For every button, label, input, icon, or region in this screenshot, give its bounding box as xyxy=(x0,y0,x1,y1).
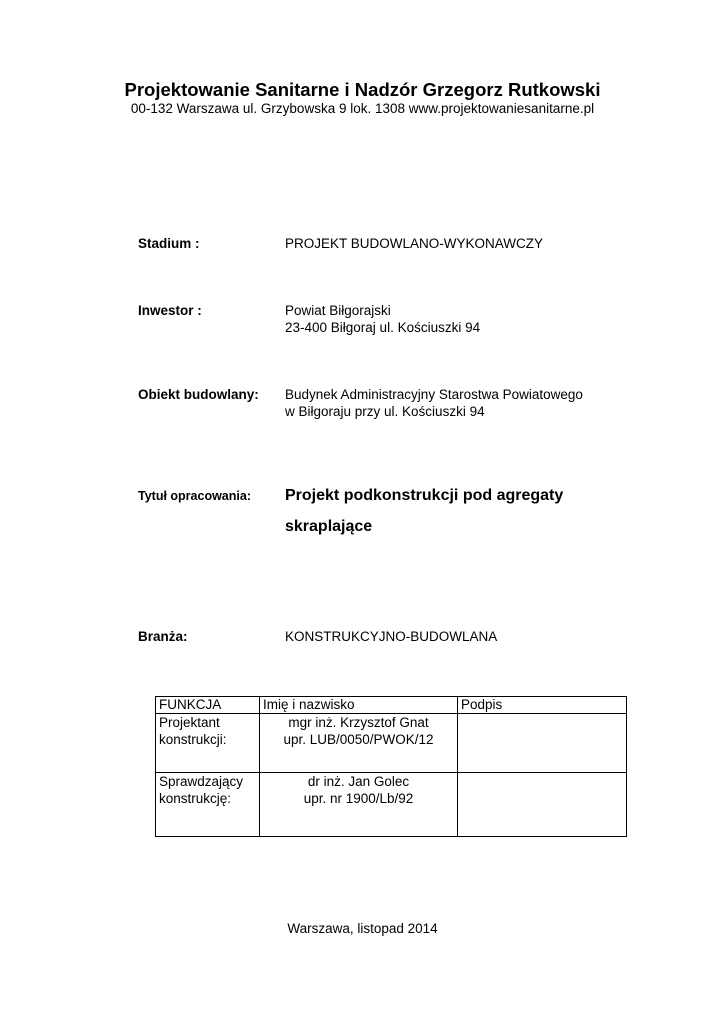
inwestor-value xyxy=(285,302,480,336)
header-imie-nazwisko: Imię i nazwisko xyxy=(260,697,458,714)
place-date: Warszawa, listopad 2014 xyxy=(287,921,438,936)
function-line: konstrukcji: xyxy=(159,732,227,747)
name-cell xyxy=(260,773,458,837)
table-row xyxy=(156,714,627,773)
name-cell xyxy=(260,714,458,773)
signature-cell xyxy=(458,714,627,773)
tytul-line: skraplające xyxy=(285,518,373,535)
company-address: 00-132 Warszawa ul. Grzybowska 9 lok. 1308 www.projektowaniesanitarne.pl xyxy=(130,101,595,116)
function-cell xyxy=(156,714,260,773)
stadium-label: Stadium : xyxy=(138,236,200,251)
function-line: Projektant xyxy=(159,715,220,730)
function-line: Sprawdzający xyxy=(159,774,244,789)
inwestor-line: 23-400 Biłgoraj ul. Kościuszki 94 xyxy=(285,320,481,335)
inwestor-line: Powiat Biłgorajski xyxy=(285,303,391,318)
function-line: konstrukcję: xyxy=(159,791,232,806)
function-cell xyxy=(156,773,260,837)
stadium-value: PROJEKT BUDOWLANO-WYKONAWCZY xyxy=(285,236,544,251)
tytul-line: Projekt podkonstrukcji pod agregaty xyxy=(285,487,564,504)
obiekt-value xyxy=(285,386,583,420)
name-line: mgr inż. Krzysztof Gnat xyxy=(288,715,429,730)
signature-table xyxy=(155,696,627,837)
tytul-value xyxy=(285,480,563,542)
obiekt-line: w Biłgoraju przy ul. Kościuszki 94 xyxy=(285,404,485,419)
table-row xyxy=(156,773,627,837)
header-podpis: Podpis xyxy=(458,697,627,714)
header-funkcja: FUNKCJA xyxy=(156,697,260,714)
inwestor-label: Inwestor : xyxy=(138,303,202,318)
name-line: upr. LUB/0050/PWOK/12 xyxy=(283,732,434,747)
table-header-row xyxy=(156,697,627,714)
obiekt-label: Obiekt budowlany: xyxy=(138,387,259,402)
tytul-label: Tytuł opracowania: xyxy=(138,489,251,503)
name-line: upr. nr 1900/Lb/92 xyxy=(303,791,414,806)
name-line: dr inż. Jan Golec xyxy=(307,774,410,789)
signature-cell xyxy=(458,773,627,837)
company-name: Projektowanie Sanitarne i Nadzór Grzegorz Rutkowski xyxy=(124,79,601,100)
branza-label: Branża: xyxy=(138,629,188,644)
branza-value: KONSTRUKCYJNO-BUDOWLANA xyxy=(285,629,498,644)
obiekt-line: Budynek Administracyjny Starostwa Powiatowego xyxy=(285,387,583,402)
